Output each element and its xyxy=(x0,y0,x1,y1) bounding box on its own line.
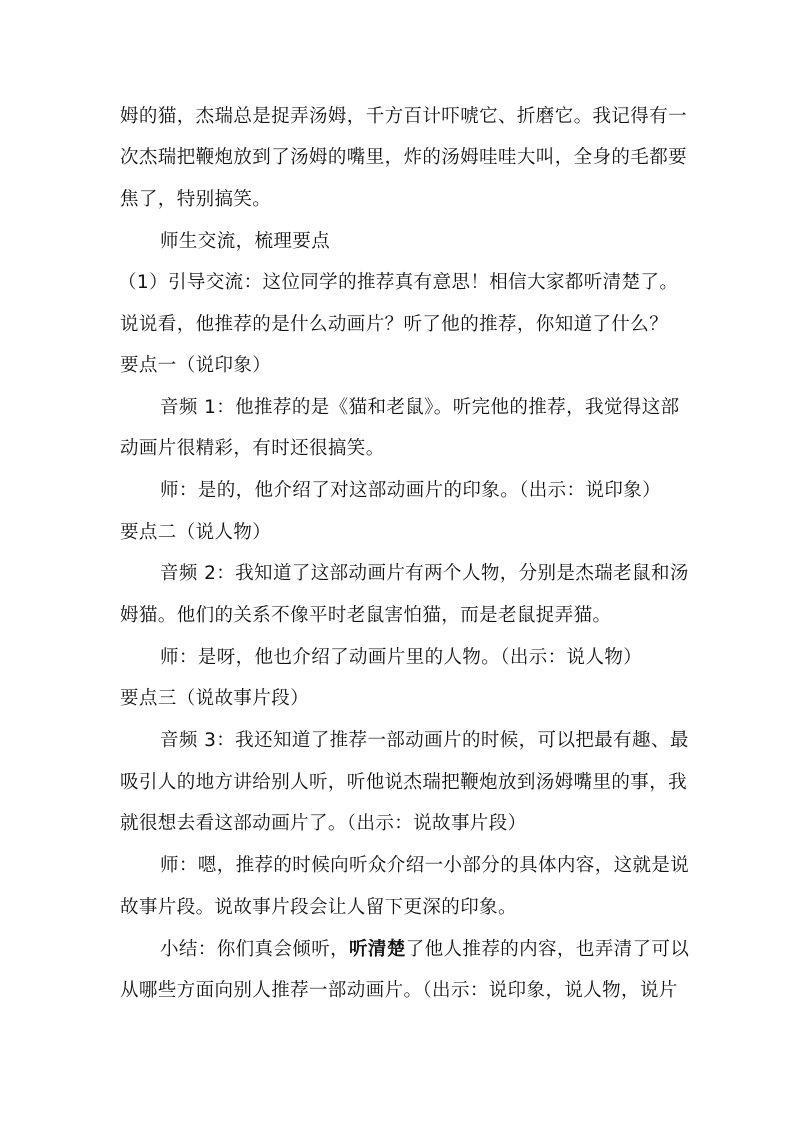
audio-two-line: 姆猫。他们的关系不像平时老鼠害怕猫，而是老鼠捉弄猫。 xyxy=(120,605,612,626)
audio-three-line: 吸引人的地方讲给别人听，听他说杰瑞把鞭炮放到汤姆嘴里的事，我 xyxy=(120,772,688,793)
audio-three-line: 音频 3：我还知道了推荐一部动画片的时候，可以把最有趣、最 xyxy=(160,730,689,751)
audio-three-line: 就很想去看这部动画片了。（出示：说故事片段） xyxy=(120,813,527,834)
summary-line: 从哪些方面向别人推荐一部动画片。（出示：说印象，说人物，说片 xyxy=(120,980,678,1001)
teacher-line: 师：嗯，推荐的时候向听众介绍一小部分的具体内容，这就是说 xyxy=(160,855,690,876)
summary-text: 小结：你们真会倾听， xyxy=(160,939,350,960)
paragraph-line: （1）引导交流：这位同学的推荐真有意思！相信大家都听清楚了。 xyxy=(118,272,679,293)
teacher-line: 故事片段。说故事片段会让人留下更深的印象。 xyxy=(120,897,517,918)
section-heading: 师生交流，梳理要点 xyxy=(160,231,331,252)
audio-two-line: 音频 2：我知道了这部动画片有两个人物，分别是杰瑞老鼠和汤 xyxy=(160,563,689,584)
summary-bold-text: 听清楚 xyxy=(349,939,406,960)
paragraph-line: 说说看，他推荐的是什么动画片？听了他的推荐，你知道了什么？ xyxy=(120,314,669,335)
summary-text: 了他人推荐的内容，也弄清了可以 xyxy=(405,939,690,960)
point-one-label: 要点一（说印象） xyxy=(120,355,272,376)
paragraph-line: 姆的猫，杰瑞总是捉弄汤姆，千方百计吓唬它、折磨它。我记得有一 xyxy=(120,106,688,127)
audio-one-line: 音频 1：他推荐的是《猫和老鼠》。听完他的推荐，我觉得这部 xyxy=(160,397,680,418)
point-three-label: 要点三（说故事片段） xyxy=(120,688,310,709)
audio-one-line: 动画片很精彩，有时还很搞笑。 xyxy=(120,438,385,459)
paragraph-line: 次杰瑞把鞭炮放到了汤姆的嘴里，炸的汤姆哇哇大叫，全身的毛都要 xyxy=(120,147,688,168)
teacher-line: 师：是呀，他也介绍了动画片里的人物。（出示：说人物） xyxy=(160,647,643,668)
point-two-label: 要点二（说人物） xyxy=(120,522,272,543)
teacher-line: 师：是的，他介绍了对这部动画片的印象。（出示：说印象） xyxy=(160,480,662,501)
paragraph-line: 焦了，特别搞笑。 xyxy=(120,189,272,210)
summary-line xyxy=(160,937,689,963)
